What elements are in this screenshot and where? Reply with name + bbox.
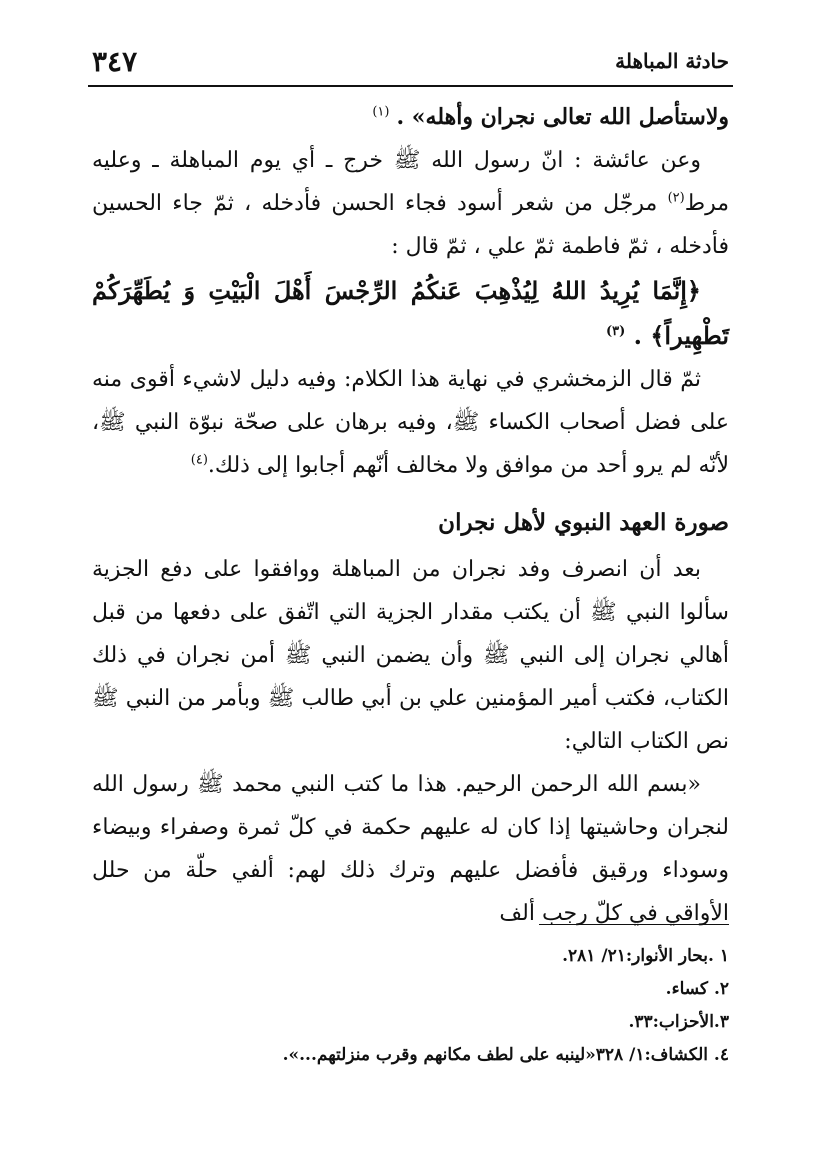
footnote-ref-2: (٢) [667,190,685,206]
paragraph-1: ولاستأصل الله تعالى نجران وأهله» . $^{(١)}$ [372,104,729,130]
footnote-divider [539,924,729,925]
main-text [92,96,729,935]
paragraph-4: بعد أن انصرف وفد نجران من المباهلة ووافقوا على دفع الجزية سألوا النبي ﷺ أن يكتب مقدار الجزية التي اتّفق على دفعها من قبل أهالي نجران إلى النبي ﷺ وأن يضمن النبي ﷺ أمن نجران في ذلك الكتاب، فكتب أمير المؤمنين علي بن أبي طالب ﷺ وبأمر من النبي ﷺ نص الكتاب التالي: [92,557,729,754]
page-header [92,38,729,84]
section-heading: صورة العهد النبوي لأهل نجران [438,509,729,536]
footnote-ref-4: (٤) [190,452,208,468]
paragraph-3: ثمّ قال الزمخشري في نهاية هذا الكلام: وفيه دليل لاشيء أقوى منه على فضل أصحاب الكساء ﷺ، وفيه برهان على صحّة نبوّة النبي ﷺ، لأنّه لم يرو أحد من موافق ولا مخالف أنّهم أجابوا إلى ذلك.$^{(٤)}$ [92,367,729,478]
page-number: ٣٤٧ [92,44,138,78]
footnote-ref-3: (٣) [605,324,626,339]
header-divider [88,85,733,87]
footnote-2: ٢. كساء. [665,979,729,999]
footnotes [92,940,729,1072]
footnote-ref-1: (١) [372,104,390,120]
paragraph-5: «بسم الله الرحمن الرحيم. هذا ما كتب النبي محمد ﷺ رسول الله لنجران وحاشيتها إذا كان له عليهم حكمة في كلّ ثمرة وصفراء وبيضاء وسوداء ورقيق فأفضل عليهم وترك ذلك لهم: ألفي حلّة من حلل الأواقي في كلّ رجب ألف [92,772,729,926]
footnote-1: ١ .بحار الأنوار:٢١/ ٢٨١. [562,946,729,966]
footnote-4: ٤. الكشاف:١/ ٣٢٨«لينبه على لطف مكانهم وقرب منزلتهم...». [282,1045,729,1065]
running-title: حادثة المباهلة [615,49,729,73]
quran-verse: ﴿إِنَّمَا يُرِيدُ اللهُ لِيُذْهِبَ عَنكُمُ الرِّجْسَ أَهْلَ الْبَيْتِ وَ يُطَهِّرَكُمْ تَطْهِيراً﴾ . $^{(٣)}$ [92,276,729,350]
paragraph-2: وعن عائشة : انّ رسول الله ﷺ خرج ـ أي يوم المباهلة ـ وعليه مرط$^{(٢)}$ مرجّل من شعر أسود فجاء الحسن فأدخله ، ثمّ جاء الحسين فأدخله ، ثمّ فاطمة ثمّ علي ، ثمّ قال : [92,148,729,259]
footnote-3: ٣.الأحزاب:٣٣. [628,1012,729,1032]
